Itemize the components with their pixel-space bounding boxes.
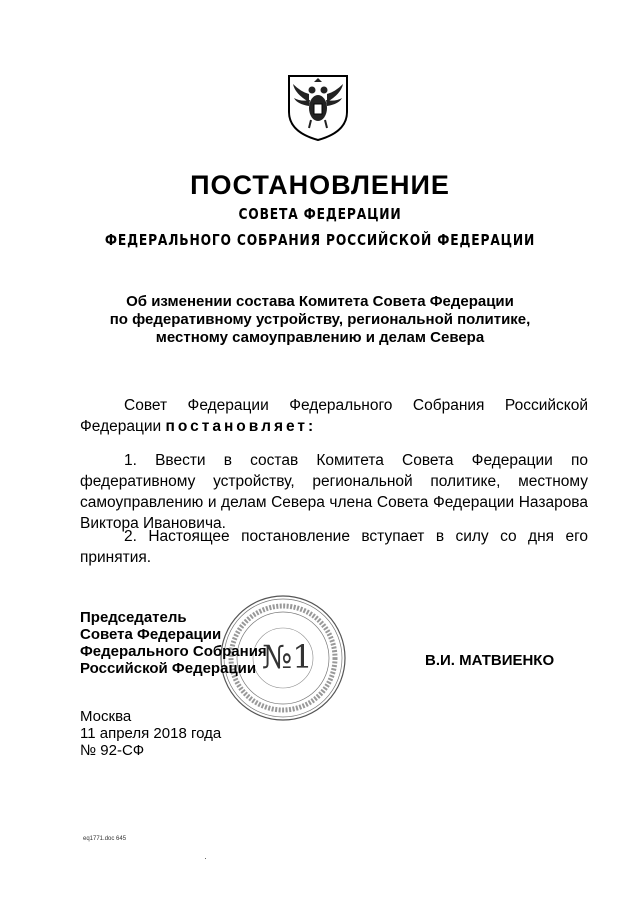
coat-of-arms-emblem xyxy=(283,72,353,142)
document-title: ПОСТАНОВЛЕНИЕ xyxy=(190,170,450,200)
city: Москва xyxy=(80,708,132,725)
subject-line-3: местному самоуправлению и делам Севера xyxy=(155,329,485,346)
clause-1: 1. Ввести в состав Комитета Совета Федерации по федеративному устройству, региональной политике, местному самоуправлению и делам Севера члена Совета Федерации Назарова Виктора Ивановича. xyxy=(80,452,588,532)
issuer-line-2: ФЕДЕРАЛЬНОГО СОБРАНИЯ РОССИЙСКОЙ ФЕДЕРАЦИИ xyxy=(104,231,536,249)
signatory-name: В.И. МАТВИЕНКО xyxy=(425,652,555,669)
clause-2: 2. Настоящее постановление вступает в силу со дня его принятия. xyxy=(80,528,588,566)
resolves-word: постановляет: xyxy=(165,418,317,435)
place-and-date xyxy=(80,708,221,759)
resolution-subject xyxy=(0,293,640,347)
position-line-2: Совета Федерации xyxy=(80,626,222,643)
file-reference: eq1771.doc 645 xyxy=(83,836,127,842)
position-line-4: Российской Федерации xyxy=(80,660,257,677)
subject-line-2: по федеративному устройству, региональной политике, xyxy=(109,311,531,328)
signatory-position xyxy=(80,609,267,677)
position-line-1: Председатель xyxy=(80,609,187,626)
position-line-3: Федерального Собрания xyxy=(80,643,267,660)
preamble-text: Совет Федерации Федерального Собрания Российской Федерации xyxy=(80,397,588,435)
adoption-date: 11 апреля 2018 года xyxy=(80,725,222,742)
preamble-paragraph xyxy=(80,395,588,437)
scan-speck xyxy=(205,858,206,859)
seal-number: №1 xyxy=(262,638,313,676)
issuer-line-1: СОВЕТА ФЕДЕРАЦИИ xyxy=(238,205,402,223)
document-number: № 92-СФ xyxy=(80,742,145,759)
subject-line-1: Об изменении состава Комитета Совета Федерации xyxy=(126,293,514,310)
